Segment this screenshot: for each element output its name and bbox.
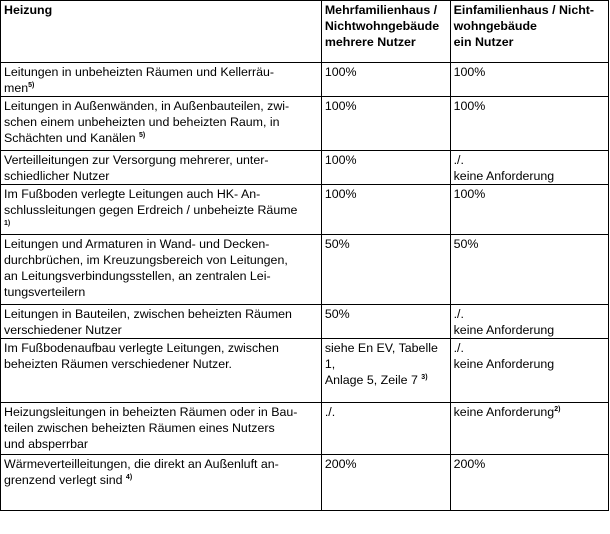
row-description-text: Leitungen in unbeheizten Räumen und Kellerräu- men — [4, 65, 275, 95]
row-description — [1, 97, 322, 151]
table-row — [1, 455, 609, 511]
einfamilienhaus-value — [450, 151, 608, 185]
einfamilienhaus-value — [450, 305, 608, 339]
mehrfamilienhaus-value-text: 100% — [324, 187, 357, 201]
mehrfamilienhaus-value-text: 100% — [324, 65, 357, 79]
mehrfamilienhaus-value-text: ./. — [324, 405, 336, 419]
mehrfamilienhaus-value — [321, 185, 450, 235]
row-description — [1, 151, 322, 185]
einfamilienhaus-value-text: ./. keine Anforderung — [453, 153, 555, 183]
mehrfamilienhaus-value — [321, 305, 450, 339]
mehrfamilienhaus-value-text: 50% — [324, 307, 350, 321]
einfamilienhaus-value-text: ./. keine Anforderung — [453, 307, 555, 337]
row-description — [1, 305, 322, 339]
einfamilienhaus-value — [450, 63, 608, 97]
mehrfamilienhaus-value-text: 100% — [324, 99, 357, 113]
row-description-text: Im Fußboden verlegte Leitungen auch HK- An- schlussleitungen gegen Erdreich / unbeheizte Räume — [4, 187, 298, 217]
einfamilienhaus-value-text: 200% — [453, 457, 486, 471]
header-heizung: Heizung — [1, 1, 322, 63]
einfamilienhaus-value — [450, 185, 608, 235]
header-einfamilienhaus: Einfamilienhaus / Nicht- wohngebäude ein Nutzer — [450, 1, 608, 63]
einfamilienhaus-value-text: 50% — [453, 237, 479, 251]
mehrfamilienhaus-value — [321, 339, 450, 403]
einfamilienhaus-value-text: ./. keine Anforderung — [453, 341, 555, 371]
table-row — [1, 305, 609, 339]
mehrfamilienhaus-value — [321, 235, 450, 305]
row-description — [1, 185, 322, 235]
row-description — [1, 403, 322, 455]
mehrfamilienhaus-value — [321, 455, 450, 511]
einfamilienhaus-value — [450, 97, 608, 151]
einfamilienhaus-value — [450, 339, 608, 403]
einfamilienhaus-value — [450, 235, 608, 305]
mehrfamilienhaus-value — [321, 403, 450, 455]
row-description-text: Leitungen und Armaturen in Wand- und Decken- durchbrüchen, im Kreuzungsbereich von Leitungen, an Leitungsverbindungsstellen, an zentralen Lei- tungsverteilern — [4, 237, 288, 299]
einfamilienhaus-value — [450, 403, 608, 455]
header-row — [1, 1, 609, 63]
table-row — [1, 339, 609, 403]
table-row — [1, 235, 609, 305]
row-description-text: Heizungsleitungen in beheizten Räumen oder in Bau- teilen zwischen beheizten Räumen eines Nutzers und absperrbar — [4, 405, 298, 451]
footnote-marker: 4) — [125, 474, 133, 481]
header-mehrfamilienhaus: Mehrfamilienhaus / Nichtwohngebäude mehrere Nutzer — [321, 1, 450, 63]
table-row — [1, 185, 609, 235]
row-description-text: Leitungen in Bauteilen, zwischen beheizten Räumen verschiedener Nutzer — [4, 307, 292, 337]
footnote-marker: 5) — [139, 132, 146, 139]
footnote-marker: 3) — [421, 374, 428, 381]
einfamilienhaus-value-text: 100% — [453, 187, 486, 201]
table-row — [1, 63, 609, 97]
row-description — [1, 339, 322, 403]
einfamilienhaus-value-text: 100% — [453, 99, 486, 113]
row-description — [1, 235, 322, 305]
row-description-text: Leitungen in Außenwänden, in Außenbauteilen, zwi- schen einem unbeheizten und beheizten Raum, in Schächten und Kanälen — [4, 99, 290, 145]
footnote-marker: 2) — [554, 406, 561, 413]
mehrfamilienhaus-value-text: 200% — [324, 457, 357, 471]
mehrfamilienhaus-value-text: 100% — [324, 153, 357, 167]
mehrfamilienhaus-value — [321, 63, 450, 97]
row-description-text: Verteilleitungen zur Versorgung mehrerer, unter- schiedlicher Nutzer — [4, 153, 269, 183]
row-description-text: Im Fußbodenaufbau verlegte Leitungen, zwischen beheizten Räumen verschiedener Nutzer. — [4, 341, 279, 371]
row-description — [1, 63, 322, 97]
row-description-text: Wärmeverteilleitungen, die direkt an Außenluft an- grenzend verlegt sind — [4, 457, 279, 487]
einfamilienhaus-value-text: 100% — [453, 65, 486, 79]
table-row — [1, 403, 609, 455]
row-description — [1, 455, 322, 511]
einfamilienhaus-value-text: keine Anforderung — [453, 405, 555, 419]
footnote-marker: 1) — [4, 220, 11, 227]
table-row — [1, 97, 609, 151]
table-row — [1, 151, 609, 185]
mehrfamilienhaus-value-text: siehe En EV, Tabelle 1, Anlage 5, Zeile 7 — [324, 341, 438, 387]
mehrfamilienhaus-value — [321, 97, 450, 151]
mehrfamilienhaus-value-text: 50% — [324, 237, 350, 251]
footnote-marker: 5) — [28, 82, 35, 89]
table-body — [1, 63, 609, 511]
mehrfamilienhaus-value — [321, 151, 450, 185]
einfamilienhaus-value — [450, 455, 608, 511]
